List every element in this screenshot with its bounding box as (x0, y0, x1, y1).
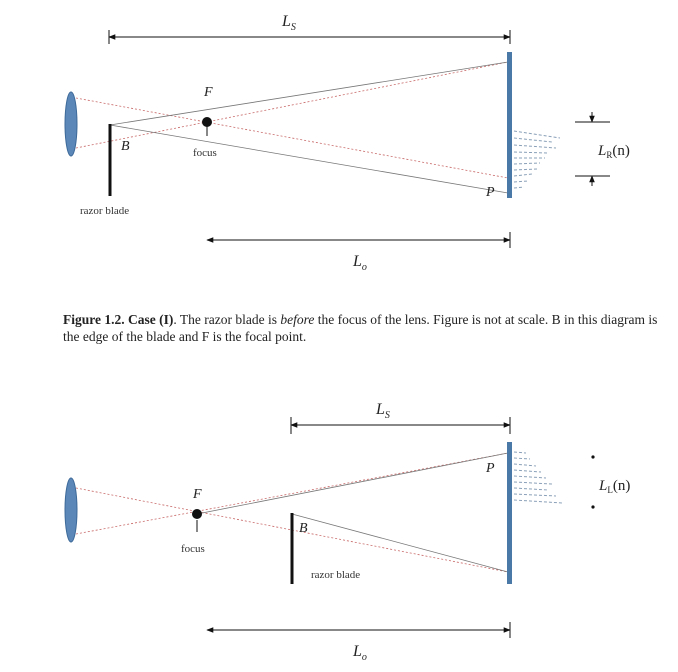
ls-label: $L_S$ (376, 401, 390, 421)
b-label: B (299, 521, 308, 536)
ray (110, 62, 508, 125)
lr-label: $L_R(n)$ (598, 143, 630, 160)
caption-bold: Figure 1.2. Case (I) (63, 312, 174, 327)
ls-label: $L_S$ (282, 13, 296, 33)
p-label: P (486, 185, 495, 200)
ray (110, 125, 508, 193)
b-label: B (121, 139, 130, 154)
screen (507, 52, 512, 198)
f-label: F (193, 487, 202, 502)
figure-2 (65, 401, 630, 663)
focal-point (192, 509, 202, 519)
lo-label: $L_o$ (353, 253, 367, 273)
fringe-pattern (514, 452, 562, 503)
focal-point (202, 117, 212, 127)
screen (507, 442, 512, 584)
ray (76, 62, 508, 148)
razor-blade-label: razor blade (80, 205, 130, 217)
ray (76, 98, 508, 178)
figure-caption (63, 311, 675, 345)
caption-text-2: the focus of the lens. Figure is not at scale. B in this diagram is the edge of the blade and F is the focal point. (63, 312, 658, 344)
figure-1 (65, 13, 630, 273)
lens (65, 478, 77, 542)
p-label: P (486, 461, 495, 476)
caption-text-1: . The razor blade is (173, 312, 281, 327)
ray (292, 514, 508, 572)
ll-label: $L_L(n)$ (599, 478, 631, 495)
razor-blade-label: razor blade (311, 569, 361, 581)
lens (65, 92, 77, 156)
focus-label: focus (193, 147, 217, 159)
caption-italic: before (280, 312, 315, 327)
ray (197, 453, 508, 514)
fringe-pattern (514, 131, 560, 188)
f-label: F (204, 85, 213, 100)
focus-label: focus (181, 543, 205, 555)
lo-label: $L_o$ (353, 643, 367, 663)
